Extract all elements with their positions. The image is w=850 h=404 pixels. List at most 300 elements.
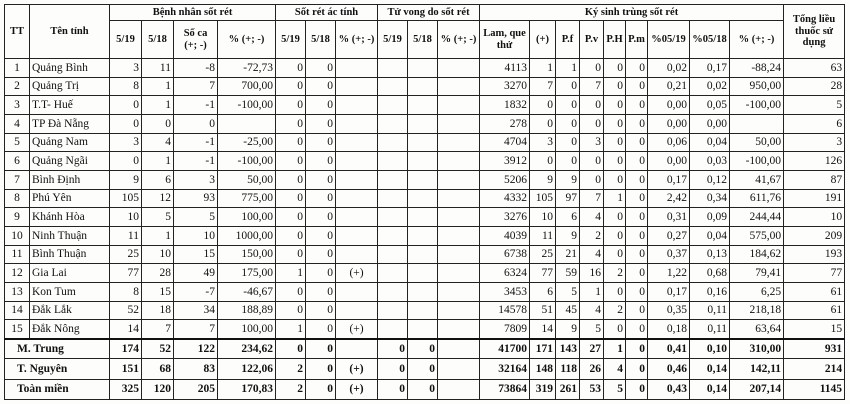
pf-count: 9 <box>556 171 580 190</box>
patients-diff: 15 <box>174 245 218 264</box>
rate-2019: 0,18 <box>648 320 690 339</box>
patients-2019: 0 <box>110 152 142 171</box>
deaths-2019 <box>378 301 408 320</box>
rate-2019: 0,06 <box>648 133 690 152</box>
summary-row <box>5 339 845 359</box>
positive-count: 0 <box>530 152 556 171</box>
severe-2019: 0 <box>276 208 306 227</box>
header-deaths-diff: % (+; -) <box>438 21 480 59</box>
pf-count: 97 <box>556 189 580 208</box>
table-row <box>5 245 845 264</box>
pf-count: 5 <box>556 283 580 302</box>
summary-severe-diff <box>336 339 378 359</box>
rate-diff: 79,41 <box>730 264 784 283</box>
pv-count: 4 <box>580 301 604 320</box>
summary-rate-2018: 0,14 <box>690 359 730 379</box>
pf-count: 0 <box>556 133 580 152</box>
total-doses: 126 <box>784 152 845 171</box>
table-row <box>5 133 845 152</box>
table-row <box>5 152 845 171</box>
patients-pct: 775,00 <box>218 189 276 208</box>
positive-count: 25 <box>530 245 556 264</box>
patients-2018: 28 <box>142 264 174 283</box>
rate-diff: 611,76 <box>730 189 784 208</box>
ph-count: 0 <box>604 96 626 115</box>
ph-count: 2 <box>604 264 626 283</box>
deaths-2018 <box>408 59 438 78</box>
severe-2018: 0 <box>306 152 336 171</box>
header-group-deaths: Tử vong do sốt rét <box>378 5 480 21</box>
deaths-2018 <box>408 283 438 302</box>
patients-2018: 1 <box>142 227 174 246</box>
province-name: Quảng Bình <box>30 59 110 78</box>
deaths-2018 <box>408 152 438 171</box>
rate-diff: 950,00 <box>730 77 784 96</box>
summary-ph-count: 4 <box>604 359 626 379</box>
ph-count: 0 <box>604 245 626 264</box>
deaths-diff <box>438 301 480 320</box>
pv-count: 7 <box>580 77 604 96</box>
header-p18: 5/18 <box>142 21 174 59</box>
severe-2019: 1 <box>276 320 306 339</box>
positive-count: 14 <box>530 320 556 339</box>
patients-pct: -46,67 <box>218 283 276 302</box>
province-name: Kon Tum <box>30 283 110 302</box>
row-number: 7 <box>5 171 30 190</box>
pf-count: 59 <box>556 264 580 283</box>
pm-count: 0 <box>626 208 648 227</box>
pf-count: 1 <box>556 59 580 78</box>
pm-count: 0 <box>626 320 648 339</box>
deaths-diff <box>438 59 480 78</box>
ph-count: 0 <box>604 171 626 190</box>
summary-positive-count: 148 <box>530 359 556 379</box>
rate-2019: 1,22 <box>648 264 690 283</box>
total-doses: 193 <box>784 245 845 264</box>
pm-count: 0 <box>626 301 648 320</box>
patients-diff: -1 <box>174 133 218 152</box>
patients-2019: 11 <box>110 227 142 246</box>
header-positive: (+) <box>530 21 556 59</box>
pf-count: 0 <box>556 96 580 115</box>
patients-pct: 100,00 <box>218 320 276 339</box>
patients-2018: 12 <box>142 189 174 208</box>
deaths-2019 <box>378 264 408 283</box>
patients-2019: 77 <box>110 264 142 283</box>
slides-tested: 7809 <box>480 320 530 339</box>
slides-tested: 3912 <box>480 152 530 171</box>
patients-diff: 7 <box>174 320 218 339</box>
table-row <box>5 115 845 134</box>
pv-count: 5 <box>580 320 604 339</box>
patients-2018: 5 <box>142 208 174 227</box>
slides-tested: 6738 <box>480 245 530 264</box>
deaths-2018 <box>408 189 438 208</box>
summary-ph-count: 1 <box>604 339 626 359</box>
summary-patients-2018: 120 <box>142 379 174 399</box>
table-row <box>5 320 845 339</box>
rate-diff: -100,00 <box>730 152 784 171</box>
province-name: Bình Thuận <box>30 245 110 264</box>
ph-count: 2 <box>604 301 626 320</box>
pv-count: 4 <box>580 245 604 264</box>
patients-diff: 3 <box>174 171 218 190</box>
rate-2019: 0,37 <box>648 245 690 264</box>
deaths-diff <box>438 227 480 246</box>
pv-count: 0 <box>580 96 604 115</box>
pf-count: 45 <box>556 301 580 320</box>
severe-2018: 0 <box>306 171 336 190</box>
deaths-diff <box>438 77 480 96</box>
rate-diff: 41,67 <box>730 171 784 190</box>
summary-pm-count: 0 <box>626 339 648 359</box>
severe-2019: 0 <box>276 301 306 320</box>
positive-count: 10 <box>530 208 556 227</box>
header-pct-0519: %05/19 <box>648 21 690 59</box>
ph-count: 0 <box>604 115 626 134</box>
summary-rate-2018: 0,10 <box>690 339 730 359</box>
rate-2018: 0,12 <box>690 171 730 190</box>
patients-pct: 50,00 <box>218 171 276 190</box>
severe-diff <box>336 115 378 134</box>
province-name: Gia Lai <box>30 264 110 283</box>
pm-count: 0 <box>626 264 648 283</box>
severe-diff <box>336 171 378 190</box>
deaths-2018 <box>408 320 438 339</box>
summary-positive-count: 171 <box>530 339 556 359</box>
summary-patients-diff: 122 <box>174 339 218 359</box>
summary-province-name: Toàn miền <box>5 379 110 399</box>
rate-2018: 0,13 <box>690 245 730 264</box>
severe-2019: 0 <box>276 77 306 96</box>
rate-2018: 0,04 <box>690 227 730 246</box>
patients-pct: -72,73 <box>218 59 276 78</box>
deaths-2018 <box>408 264 438 283</box>
pv-count: 3 <box>580 133 604 152</box>
severe-2018: 0 <box>306 264 336 283</box>
header-d19: 5/19 <box>378 21 408 59</box>
province-name: Phú Yên <box>30 189 110 208</box>
deaths-diff <box>438 320 480 339</box>
rate-2018: 0,11 <box>690 301 730 320</box>
province-name: Khánh Hòa <box>30 208 110 227</box>
slides-tested: 4039 <box>480 227 530 246</box>
header-d18: 5/18 <box>408 21 438 59</box>
ph-count: 0 <box>604 283 626 302</box>
summary-pv-count: 27 <box>580 339 604 359</box>
row-number: 1 <box>5 59 30 78</box>
patients-diff: -1 <box>174 152 218 171</box>
deaths-diff <box>438 115 480 134</box>
table-row <box>5 208 845 227</box>
header-total-doses: Tổng liều thuốc sử dụng <box>784 5 845 59</box>
patients-2019: 0 <box>110 115 142 134</box>
total-doses: 87 <box>784 171 845 190</box>
summary-patients-2019: 174 <box>110 339 142 359</box>
patients-diff: -1 <box>174 96 218 115</box>
summary-patients-pct: 122,06 <box>218 359 276 379</box>
province-name: TP Đà Nẵng <box>30 115 110 134</box>
total-doses: 10 <box>784 208 845 227</box>
severe-diff <box>336 189 378 208</box>
summary-patients-2019: 325 <box>110 379 142 399</box>
row-number: 10 <box>5 227 30 246</box>
severe-diff <box>336 96 378 115</box>
pm-count: 0 <box>626 59 648 78</box>
header-patients-pct: % (+; -) <box>218 21 276 59</box>
severe-2019: 0 <box>276 283 306 302</box>
rate-2019: 0,21 <box>648 77 690 96</box>
patients-pct: -25,00 <box>218 133 276 152</box>
pm-count: 0 <box>626 245 648 264</box>
rate-diff: 6,25 <box>730 283 784 302</box>
summary-severe-2018: 0 <box>306 339 336 359</box>
patients-2018: 1 <box>142 96 174 115</box>
slides-tested: 4113 <box>480 59 530 78</box>
row-number: 5 <box>5 133 30 152</box>
total-doses: 209 <box>784 227 845 246</box>
severe-diff <box>336 208 378 227</box>
positive-count: 6 <box>530 283 556 302</box>
severe-2019: 0 <box>276 115 306 134</box>
table-row <box>5 189 845 208</box>
deaths-2019 <box>378 227 408 246</box>
row-number: 2 <box>5 77 30 96</box>
table-row <box>5 171 845 190</box>
summary-severe-diff: (+) <box>336 379 378 399</box>
deaths-2018 <box>408 227 438 246</box>
patients-pct: 700,00 <box>218 77 276 96</box>
severe-diff <box>336 245 378 264</box>
pf-count: 21 <box>556 245 580 264</box>
summary-patients-2018: 68 <box>142 359 174 379</box>
ph-count: 0 <box>604 133 626 152</box>
total-doses: 191 <box>784 189 845 208</box>
header-pf: P.f <box>556 21 580 59</box>
header-pm: P.m <box>626 21 648 59</box>
patients-pct: 100,00 <box>218 208 276 227</box>
deaths-diff <box>438 245 480 264</box>
total-doses: 3 <box>784 133 845 152</box>
deaths-2019 <box>378 189 408 208</box>
patients-2018: 15 <box>142 283 174 302</box>
patients-2018: 7 <box>142 320 174 339</box>
patients-diff: -8 <box>174 59 218 78</box>
summary-pv-count: 26 <box>580 359 604 379</box>
summary-row <box>5 359 845 379</box>
summary-total-doses: 1145 <box>784 379 845 399</box>
summary-pm-count: 0 <box>626 359 648 379</box>
summary-rate-diff: 142,11 <box>730 359 784 379</box>
severe-2019: 0 <box>276 227 306 246</box>
deaths-2019 <box>378 208 408 227</box>
summary-rate-2018: 0,14 <box>690 379 730 399</box>
summary-patients-pct: 234,62 <box>218 339 276 359</box>
rate-2019: 0,17 <box>648 171 690 190</box>
summary-slides-tested: 41700 <box>480 339 530 359</box>
table-row <box>5 301 845 320</box>
patients-2019: 0 <box>110 96 142 115</box>
deaths-diff <box>438 189 480 208</box>
summary-severe-2018: 0 <box>306 359 336 379</box>
severe-2019: 0 <box>276 171 306 190</box>
summary-deaths-2018: 0 <box>408 379 438 399</box>
patients-diff: 10 <box>174 227 218 246</box>
ph-count: 0 <box>604 208 626 227</box>
summary-pm-count: 0 <box>626 379 648 399</box>
header-group-severe: Sốt rét ác tính <box>276 5 378 21</box>
severe-diff <box>336 301 378 320</box>
province-name: Đắk Nông <box>30 320 110 339</box>
total-doses: 6 <box>784 115 845 134</box>
header-s19: 5/19 <box>276 21 306 59</box>
table-row <box>5 264 845 283</box>
severe-2019: 0 <box>276 152 306 171</box>
patients-diff: 93 <box>174 189 218 208</box>
header-severe-diff: % (+; -) <box>336 21 378 59</box>
severe-2019: 0 <box>276 245 306 264</box>
patients-pct: -100,00 <box>218 152 276 171</box>
positive-count: 3 <box>530 133 556 152</box>
pm-count: 0 <box>626 189 648 208</box>
summary-patients-pct: 170,83 <box>218 379 276 399</box>
table-row <box>5 227 845 246</box>
row-number: 13 <box>5 283 30 302</box>
pv-count: 0 <box>580 115 604 134</box>
rate-diff <box>730 115 784 134</box>
pv-count: 2 <box>580 227 604 246</box>
row-number: 15 <box>5 320 30 339</box>
total-doses: 5 <box>784 96 845 115</box>
pf-count: 0 <box>556 152 580 171</box>
summary-province-name: M. Trung <box>5 339 110 359</box>
header-pct-0518: %05/18 <box>690 21 730 59</box>
province-name: Ninh Thuận <box>30 227 110 246</box>
pm-count: 0 <box>626 115 648 134</box>
positive-count: 9 <box>530 171 556 190</box>
severe-2018: 0 <box>306 227 336 246</box>
patients-2018: 4 <box>142 133 174 152</box>
pf-count: 0 <box>556 115 580 134</box>
slides-tested: 4704 <box>480 133 530 152</box>
severe-2019: 0 <box>276 59 306 78</box>
table-body <box>5 59 845 400</box>
deaths-2019 <box>378 245 408 264</box>
deaths-2019 <box>378 77 408 96</box>
patients-2018: 18 <box>142 301 174 320</box>
summary-deaths-2018: 0 <box>408 339 438 359</box>
total-doses: 28 <box>784 77 845 96</box>
summary-severe-2019: 2 <box>276 379 306 399</box>
header-province: Tên tỉnh <box>30 5 110 59</box>
ph-count: 0 <box>604 320 626 339</box>
rate-2019: 0,00 <box>648 96 690 115</box>
summary-patients-diff: 205 <box>174 379 218 399</box>
patients-2019: 25 <box>110 245 142 264</box>
rate-2019: 0,31 <box>648 208 690 227</box>
pf-count: 9 <box>556 227 580 246</box>
pm-count: 0 <box>626 283 648 302</box>
ph-count: 1 <box>604 189 626 208</box>
pm-count: 0 <box>626 171 648 190</box>
patients-diff: 5 <box>174 208 218 227</box>
summary-patients-2019: 151 <box>110 359 142 379</box>
deaths-2018 <box>408 171 438 190</box>
severe-diff <box>336 227 378 246</box>
severe-2018: 0 <box>306 189 336 208</box>
table-row <box>5 77 845 96</box>
patients-diff: 49 <box>174 264 218 283</box>
summary-deaths-diff <box>438 339 480 359</box>
summary-positive-count: 319 <box>530 379 556 399</box>
row-number: 3 <box>5 96 30 115</box>
severe-2018: 0 <box>306 96 336 115</box>
deaths-2019 <box>378 96 408 115</box>
severe-2018: 0 <box>306 320 336 339</box>
summary-slides-tested: 32164 <box>480 359 530 379</box>
header-cases-diff: Số ca (+; -) <box>174 21 218 59</box>
deaths-2018 <box>408 115 438 134</box>
rate-2018: 0,17 <box>690 59 730 78</box>
summary-ph-count: 5 <box>604 379 626 399</box>
deaths-2019 <box>378 171 408 190</box>
pv-count: 1 <box>580 283 604 302</box>
severe-diff <box>336 152 378 171</box>
patients-2018: 1 <box>142 77 174 96</box>
summary-pv-count: 53 <box>580 379 604 399</box>
deaths-diff <box>438 208 480 227</box>
patients-pct: -100,00 <box>218 96 276 115</box>
slides-tested: 4332 <box>480 189 530 208</box>
deaths-2018 <box>408 245 438 264</box>
summary-province-name: T. Nguyên <box>5 359 110 379</box>
slides-tested: 6324 <box>480 264 530 283</box>
header-s18: 5/18 <box>306 21 336 59</box>
severe-2019: 0 <box>276 96 306 115</box>
severe-2019: 0 <box>276 133 306 152</box>
summary-severe-diff: (+) <box>336 359 378 379</box>
row-number: 4 <box>5 115 30 134</box>
summary-rate-2019: 0,41 <box>648 339 690 359</box>
severe-2018: 0 <box>306 301 336 320</box>
deaths-2019 <box>378 59 408 78</box>
severe-diff: (+) <box>336 320 378 339</box>
rate-2019: 0,17 <box>648 283 690 302</box>
deaths-2019 <box>378 133 408 152</box>
pm-count: 0 <box>626 227 648 246</box>
rate-2018: 0,68 <box>690 264 730 283</box>
summary-patients-diff: 83 <box>174 359 218 379</box>
positive-count: 0 <box>530 96 556 115</box>
slides-tested: 278 <box>480 115 530 134</box>
rate-diff: -88,24 <box>730 59 784 78</box>
severe-2018: 0 <box>306 115 336 134</box>
summary-deaths-2018: 0 <box>408 359 438 379</box>
slides-tested: 3453 <box>480 283 530 302</box>
rate-2018: 0,11 <box>690 320 730 339</box>
deaths-diff <box>438 152 480 171</box>
rate-2019: 0,00 <box>648 115 690 134</box>
positive-count: 0 <box>530 115 556 134</box>
table-row <box>5 96 845 115</box>
rate-2019: 0,35 <box>648 301 690 320</box>
row-number: 14 <box>5 301 30 320</box>
summary-pf-count: 261 <box>556 379 580 399</box>
deaths-2019 <box>378 320 408 339</box>
header-group-patients: Bệnh nhân sốt rét <box>110 5 276 21</box>
summary-pf-count: 118 <box>556 359 580 379</box>
row-number: 8 <box>5 189 30 208</box>
